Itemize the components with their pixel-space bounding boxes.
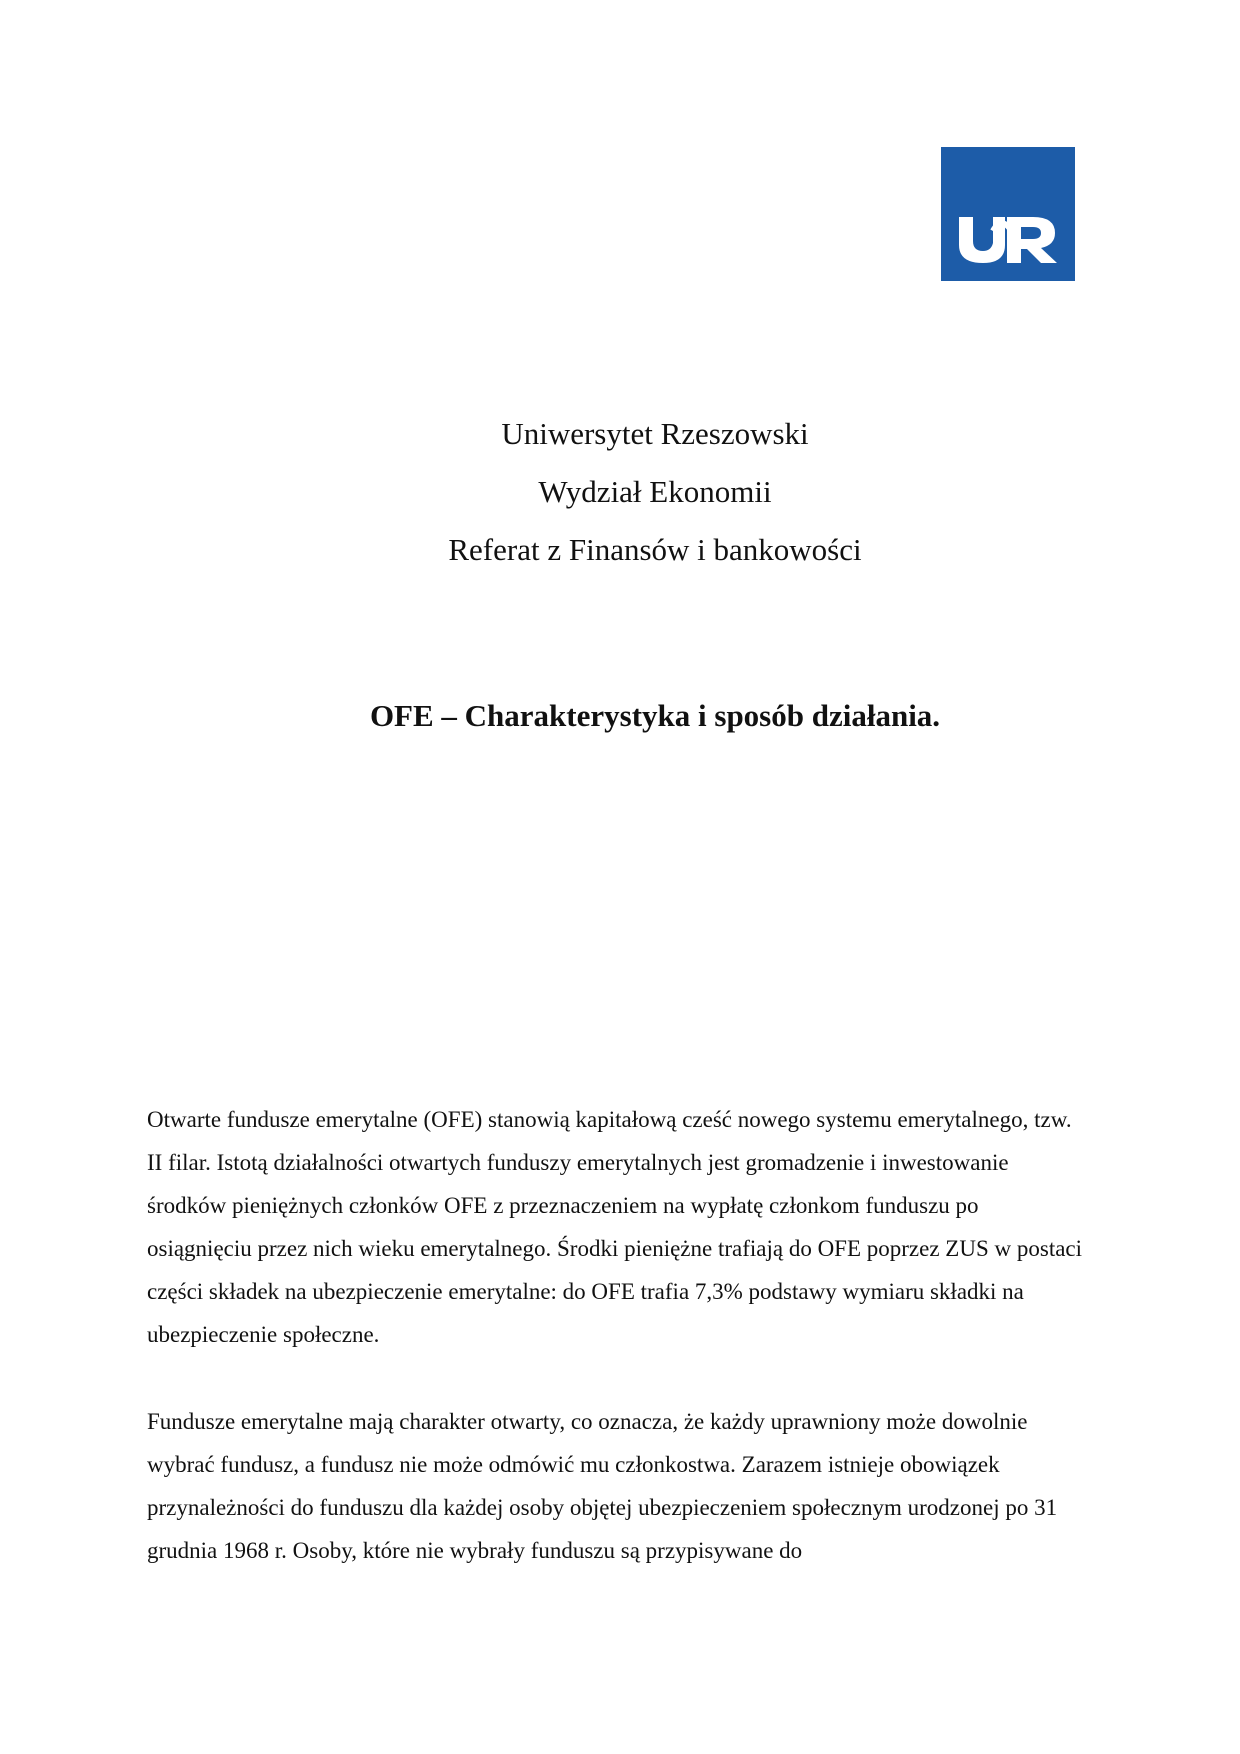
subject-line: Referat z Finansów i bankowości — [448, 532, 862, 567]
header-block — [0, 405, 1240, 579]
university-logo — [941, 147, 1075, 281]
ur-logo-icon — [941, 147, 1075, 281]
faculty-name: Wydział Ekonomii — [538, 474, 772, 509]
paragraph-1: Otwarte fundusze emerytalne (OFE) stanowią kapitałową cześć nowego systemu emerytalnego, tzw. II filar. Istotą działalności otwartych funduszy emerytalnych jest gromadzenie i inwestowanie środków pieniężnych członków OFE z przeznaczeniem na wypłatę członkom funduszu po osiągnięciu przez nich wieku emerytalnego. Środki pieniężne trafiają do OFE poprzez ZUS w postaci części składek na ubezpieczenie emerytalne: do OFE trafia 7,3% podstawy wymiaru składki na ubezpieczenie społeczne. — [147, 1107, 1083, 1347]
paragraph-2: Fundusze emerytalne mają charakter otwarty, co oznacza, że każdy uprawniony może dowolnie wybrać fundusz, a fundusz nie może odmówić mu członkostwa. Zarazem istnieje obowiązek przynależności do funduszu dla każdej osoby objętej ubezpieczeniem społecznym urodzonej po 31 grudnia 1968 r. Osoby, które nie wybrały funduszu są przypisywane do — [147, 1409, 1058, 1563]
university-name: Uniwersytet Rzeszowski — [501, 416, 809, 451]
document-title: OFE – Charakterystyka i sposób działania. — [369, 698, 941, 733]
